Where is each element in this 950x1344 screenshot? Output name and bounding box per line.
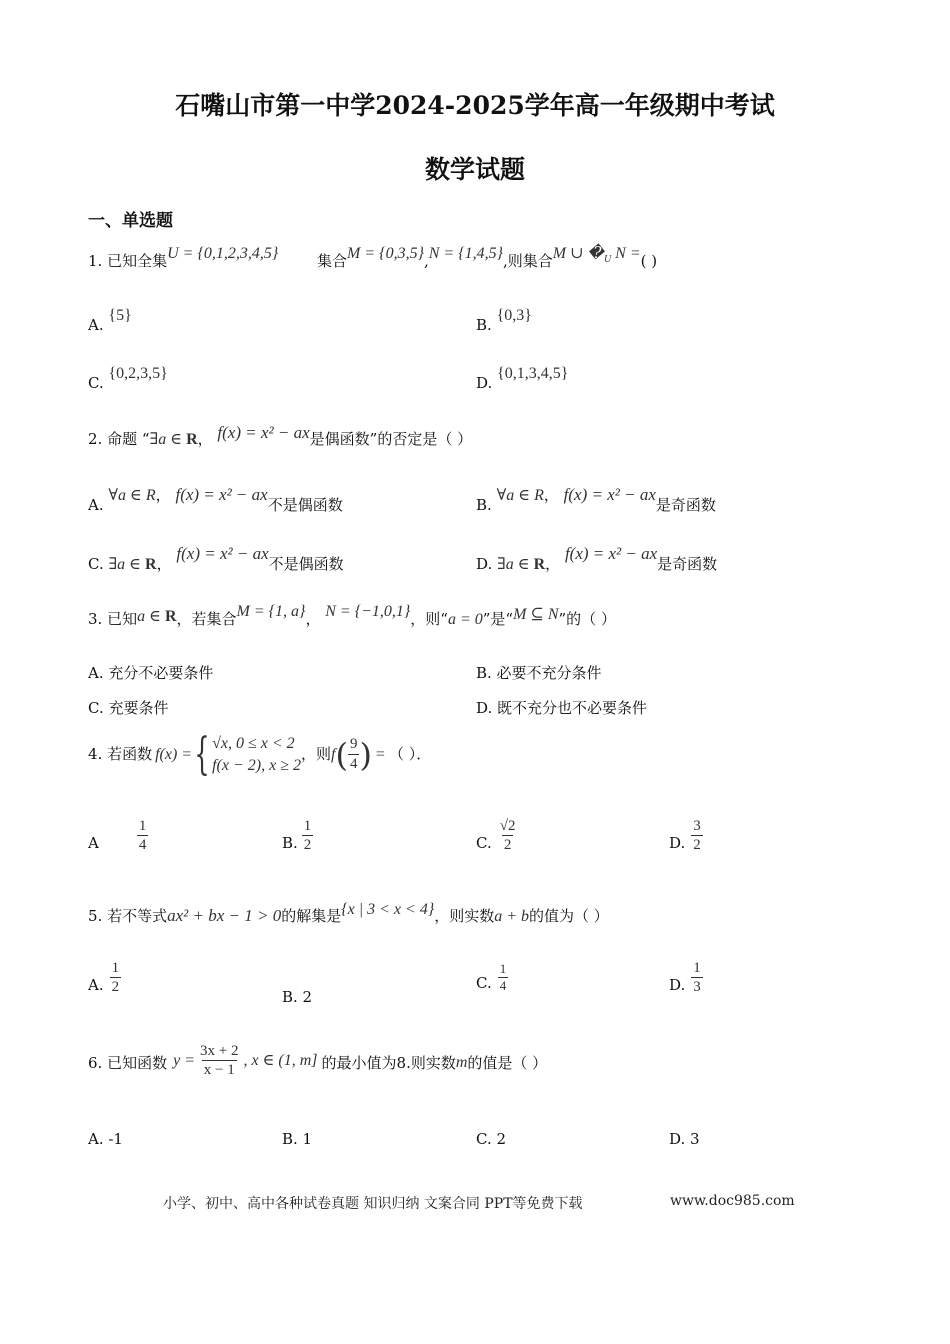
q1-option-b: B. {0,3} bbox=[476, 307, 532, 334]
q6-option-c: C. 2 bbox=[476, 1130, 507, 1148]
q3-option-b: B. 必要不充分条件 bbox=[476, 664, 602, 682]
q4-option-b: B. $\frac{1}{2}$ bbox=[282, 818, 312, 854]
q1-option-c: C. {0,2,3,5} bbox=[88, 365, 168, 392]
q1-expression: M ∪ $�_U$ N = bbox=[552, 245, 641, 266]
q3-subset: M ⊆ N bbox=[513, 606, 559, 623]
question-2: 2. 命题 “∃a ∈ R， f(x) = x² − ax是偶函数”的否定是（ ） bbox=[88, 423, 473, 448]
q2-option-c: C. ∃a ∈ R， f(x) = x² − ax不是偶函数 bbox=[88, 544, 344, 573]
q1-comma: , bbox=[423, 252, 429, 270]
q4-argument-fraction: $\frac{9}{4}$ bbox=[349, 736, 358, 772]
q2-option-d: D. ∃a ∈ R， f(x) = x² − ax是奇函数 bbox=[476, 544, 718, 573]
q1-option-a: A. {5} bbox=[88, 307, 132, 334]
q1-set-n: N = {1,4,5} bbox=[428, 245, 504, 262]
q1-set-m: M = {0,3,5} bbox=[347, 245, 424, 262]
q6-option-d: D. 3 bbox=[669, 1130, 700, 1148]
footer-text: 小学、初中、高中各种试卷真题 知识归纳 文案合同 PPT等免费下载 bbox=[163, 1196, 583, 1212]
q6-option-a: A. -1 bbox=[88, 1130, 123, 1148]
q6-function: y = $\frac{3x + 2}{x - 1}$ , x ∈ (1, m] bbox=[173, 1043, 318, 1079]
q2-text: 是偶函数”的否定是（ ） bbox=[309, 430, 473, 448]
q2-option-b: B. ∀a ∈ R， f(x) = x² − ax是奇函数 bbox=[476, 485, 716, 514]
question-4: 4. 若函数 f(x) = { √x, 0 ≤ x < 2 f(x − 2), x ≥ 2 ，则 f ( $\frac{9}{4}$ ) = （ ）． bbox=[88, 728, 432, 780]
q6-option-b: B. 1 bbox=[282, 1130, 313, 1148]
q3-option-a: A. 充分不必要条件 bbox=[88, 664, 214, 682]
q1-universal-set: U = {0,1,2,3,4,5} bbox=[167, 245, 279, 262]
q3-set-m: M = {1, a} bbox=[236, 603, 306, 620]
exam-subtitle: 数学试题 bbox=[424, 155, 525, 184]
q4-option-c: C. $\frac{√2}{2}$ bbox=[476, 818, 516, 854]
q5-option-b: B. 2 bbox=[282, 988, 313, 1006]
q4-option-a: A $\frac{1}{4}$ bbox=[88, 818, 147, 854]
q1-text-2: ,则集合 bbox=[503, 252, 553, 270]
question-3: 3. 已知a ∈ R，若集合M = {1, a}， N = {−1,0,1}，则“a = 0”是“M ⊆ N”的（ ） bbox=[88, 603, 616, 628]
footer-website[interactable]: www.doc985.com bbox=[670, 1193, 795, 1209]
q1-option-d: D. {0,1,3,4,5} bbox=[476, 365, 569, 392]
q1-answer-blank: ( ) bbox=[640, 252, 658, 270]
section-heading: 一、单选题 bbox=[88, 211, 173, 231]
q3-option-d: D. 既不充分也不必要条件 bbox=[476, 699, 648, 717]
question-5: 5. 若不等式ax² + bx − 1 > 0的解集是{x | 3 < x < 4}，则实数a + b的值为（ ） bbox=[88, 901, 609, 925]
q2-quantifier: ∃a ∈ R bbox=[149, 431, 198, 448]
q5-option-c: C. $\frac{1}{4}$ bbox=[476, 961, 507, 993]
q1-text: 集合 bbox=[317, 252, 348, 270]
q3-a-equals-zero: a = 0 bbox=[447, 611, 483, 628]
question-6: 6. 已知函数 y = $\frac{3x + 2}{x - 1}$ , x ∈ (1, m] 的最小值为8.则实数 m 的值是（ ） bbox=[88, 1043, 548, 1079]
q4-brace: { bbox=[194, 728, 210, 780]
q2-function: f(x) = x² − ax bbox=[217, 423, 310, 442]
q3-condition-a: a ∈ R bbox=[137, 608, 177, 625]
q5-option-d: D. $\frac{1}{3}$ bbox=[669, 960, 701, 996]
q5-inequality: ax² + bx − 1 > 0 bbox=[167, 906, 282, 925]
q5-a-plus-b: a + b bbox=[494, 908, 530, 925]
q4-function-label: f(x) = bbox=[155, 745, 193, 763]
q4-piecewise: √x, 0 ≤ x < 2 f(x − 2), x ≥ 2 bbox=[212, 735, 301, 774]
q4-option-d: D. $\frac{3}{2}$ bbox=[669, 818, 701, 854]
question-1 bbox=[88, 245, 658, 273]
exam-title: 石嘴山市第一中学2024-2025学年高一年级期中考试 bbox=[175, 91, 775, 120]
q1-number: 1. 已知全集 bbox=[88, 252, 168, 270]
q5-option-a: A. $\frac{1}{2}$ bbox=[88, 960, 120, 996]
q5-solution-set: {x | 3 < x < 4} bbox=[341, 901, 435, 918]
q3-set-n: N = {−1,0,1} bbox=[325, 603, 411, 620]
q2-option-a: A. ∀a ∈ R， f(x) = x² − ax不是偶函数 bbox=[88, 485, 343, 514]
q3-option-c: C. 充要条件 bbox=[88, 699, 169, 717]
